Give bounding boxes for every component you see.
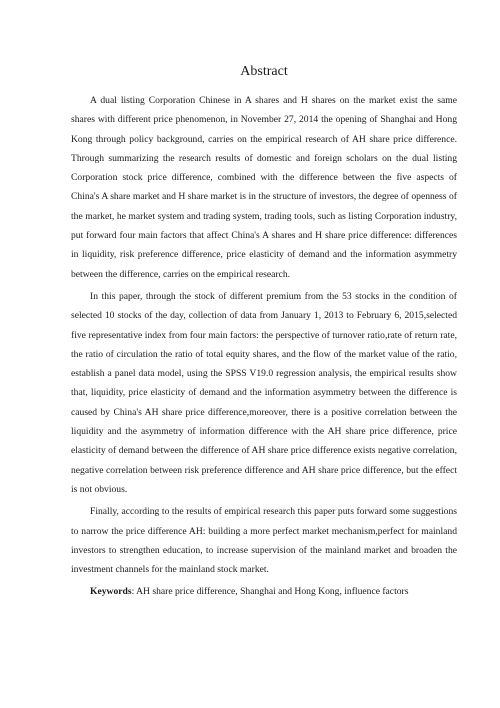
abstract-paragraph-1: A dual listing Corporation Chinese in A shares and H shares on the market exist the same shares with different price phenomenon, in November 27, 2014 the opening of Shanghai and Hong Kong through policy background, carries on the empirical research of AH share price difference. Through summarizing the research results of domestic and foreign scholars on the dual listing Corporation stock price difference, combined with the difference between the five aspects of China's A share market and H share market is in the structure of investors, the degree of openness of the market, he market system and trading system, trading tools, such as listing Corporation industry, put forward four main factors that affect China's A shares and H share price difference: differences in liquidity, risk preference difference, price elasticity of demand and the information asymmetry between the difference, carries on the empirical research. [71, 95, 457, 280]
abstract-paragraph-2: In this paper, through the stock of different premium from the 53 stocks in the condition of selected 10 stocks of the day, collection of data from January 1, 2013 to February 6, 2015,selected five representative index from four main factors: the perspective of turnover ratio,rate of return rate, the ratio of circulation the ratio of total equity shares, and the flow of the market value of the ratio, establish a panel data model, using the SPSS V19.0 regression analysis, the empirical results show that, liquidity, price elasticity of demand and the information asymmetry between the difference is caused by China's AH share price difference,moreover, there is a positive correlation between the liquidity and the asymmetry of information difference with the AH share price difference, price elasticity of demand between the difference of AH share price difference exists negative correlation, negative correlation between risk preference difference and AH share price difference, but the effect is not obvious. [71, 290, 457, 495]
keywords-label: Keywords [90, 586, 132, 598]
keywords-line [71, 582, 457, 601]
abstract-paragraph-3: Finally, according to the results of empirical research this paper puts forward some suggestions to narrow the price difference AH: building a more perfect market mechanism,perfect for mainland investors to strengthen education, to increase supervision of the mainland market and broaden the investment channels for the mainland stock market. [71, 506, 457, 576]
keywords-text: : AH share price difference, Shanghai and Hong Kong, influence factors [131, 586, 409, 598]
abstract-page [71, 62, 457, 602]
abstract-title: Abstract [240, 64, 288, 79]
